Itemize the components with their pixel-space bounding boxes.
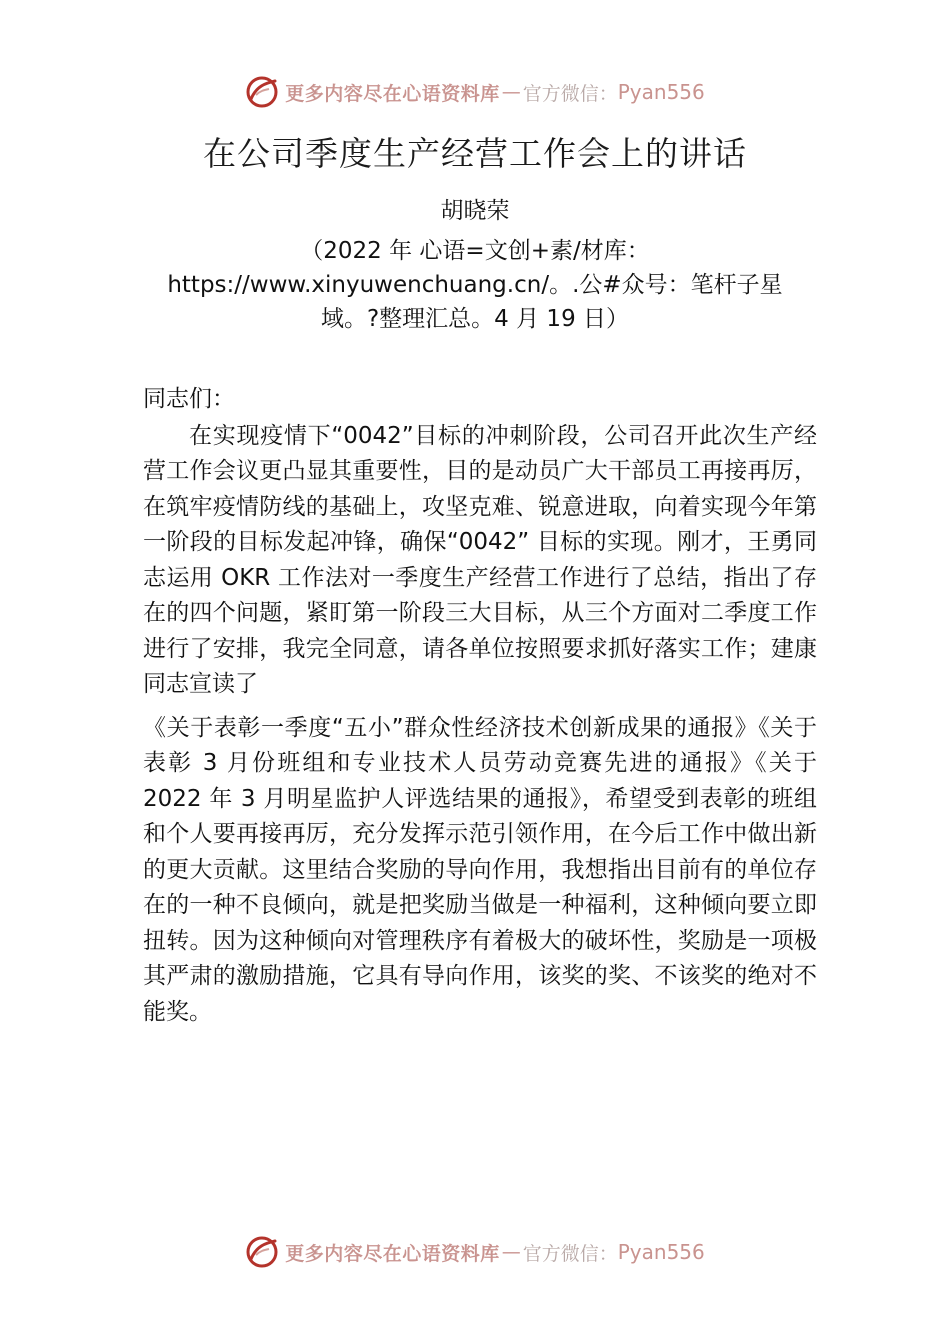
document-body <box>143 382 817 1030</box>
watermark-separator: — <box>501 1241 521 1263</box>
body-paragraph: 在实现疫情下“0042”目标的冲刺阶段，公司召开此次生产经营工作会议更凸显其重要性，目的是动员广大干部员工再接再厉，在筑牢疫情防线的基础上，攻坚克难、锐意进取，向着实现今年第一阶段的目标发起冲锋，确保“0042” 目标的实现。刚才，王勇同志运用 OKR 工作法对一季度生产经营工作进行了总结，指出了存在的四个问题，紧盯第一阶段三大目标，从三个方面对二季度工作进行了安排，我完全同意，请各单位按照要求抓好落实工作；建康同志宣读了 <box>143 422 817 697</box>
salutation: 同志们： <box>143 386 235 412</box>
header-watermark <box>0 72 950 112</box>
watermark-wechat-id: Pyan556 <box>617 1240 705 1264</box>
watermark-promo-text: 更多内容尽在心语资料库 <box>285 1242 500 1265</box>
watermark-wechat-label: 官方微信： <box>522 82 618 105</box>
body-paragraph: 《关于表彰一季度“五小”群众性经济技术创新成果的通报》《关于表彰 3 月份班组和专业技术人员劳动竞赛先进的通报》《关于 2022 年 3 月明星监护人评选结果的通报》，希望受到表彰的班组和个人要再接再厉，充分发挥示范引领作用，在今后工作中做出新的更大贡献。这里结合奖励的导向作用，我想指出目前有的单位存在的一种不良倾向，就是把奖励当做是一种福利，这种倾向要立即扭转。因为这种倾向对管理秩序有着极大的破坏性，奖励是一项极其严肃的激励措施，它具有导向作用，该奖的奖、不该奖的绝对不能奖。 <box>143 714 817 1025</box>
watermark-separator: — <box>501 81 521 103</box>
watermark-promo-text: 更多内容尽在心语资料库 <box>285 82 500 105</box>
document-source-note: （2022 年 心语=文创+素/材库：https://www.xinyuwenchuang.cn/。.公#众号：笔杆子星域。?整理汇总。4 月 19 日） <box>167 238 783 332</box>
document-author: 胡晓荣 <box>440 198 510 224</box>
document-title: 在公司季度生产经营工作会上的讲话 <box>203 134 747 173</box>
watermark-wechat-label: 官方微信： <box>522 1242 618 1265</box>
logo-icon <box>245 75 279 109</box>
footer-watermark <box>0 1232 950 1272</box>
logo-icon <box>245 1235 279 1269</box>
watermark-wechat-id: Pyan556 <box>617 80 705 104</box>
